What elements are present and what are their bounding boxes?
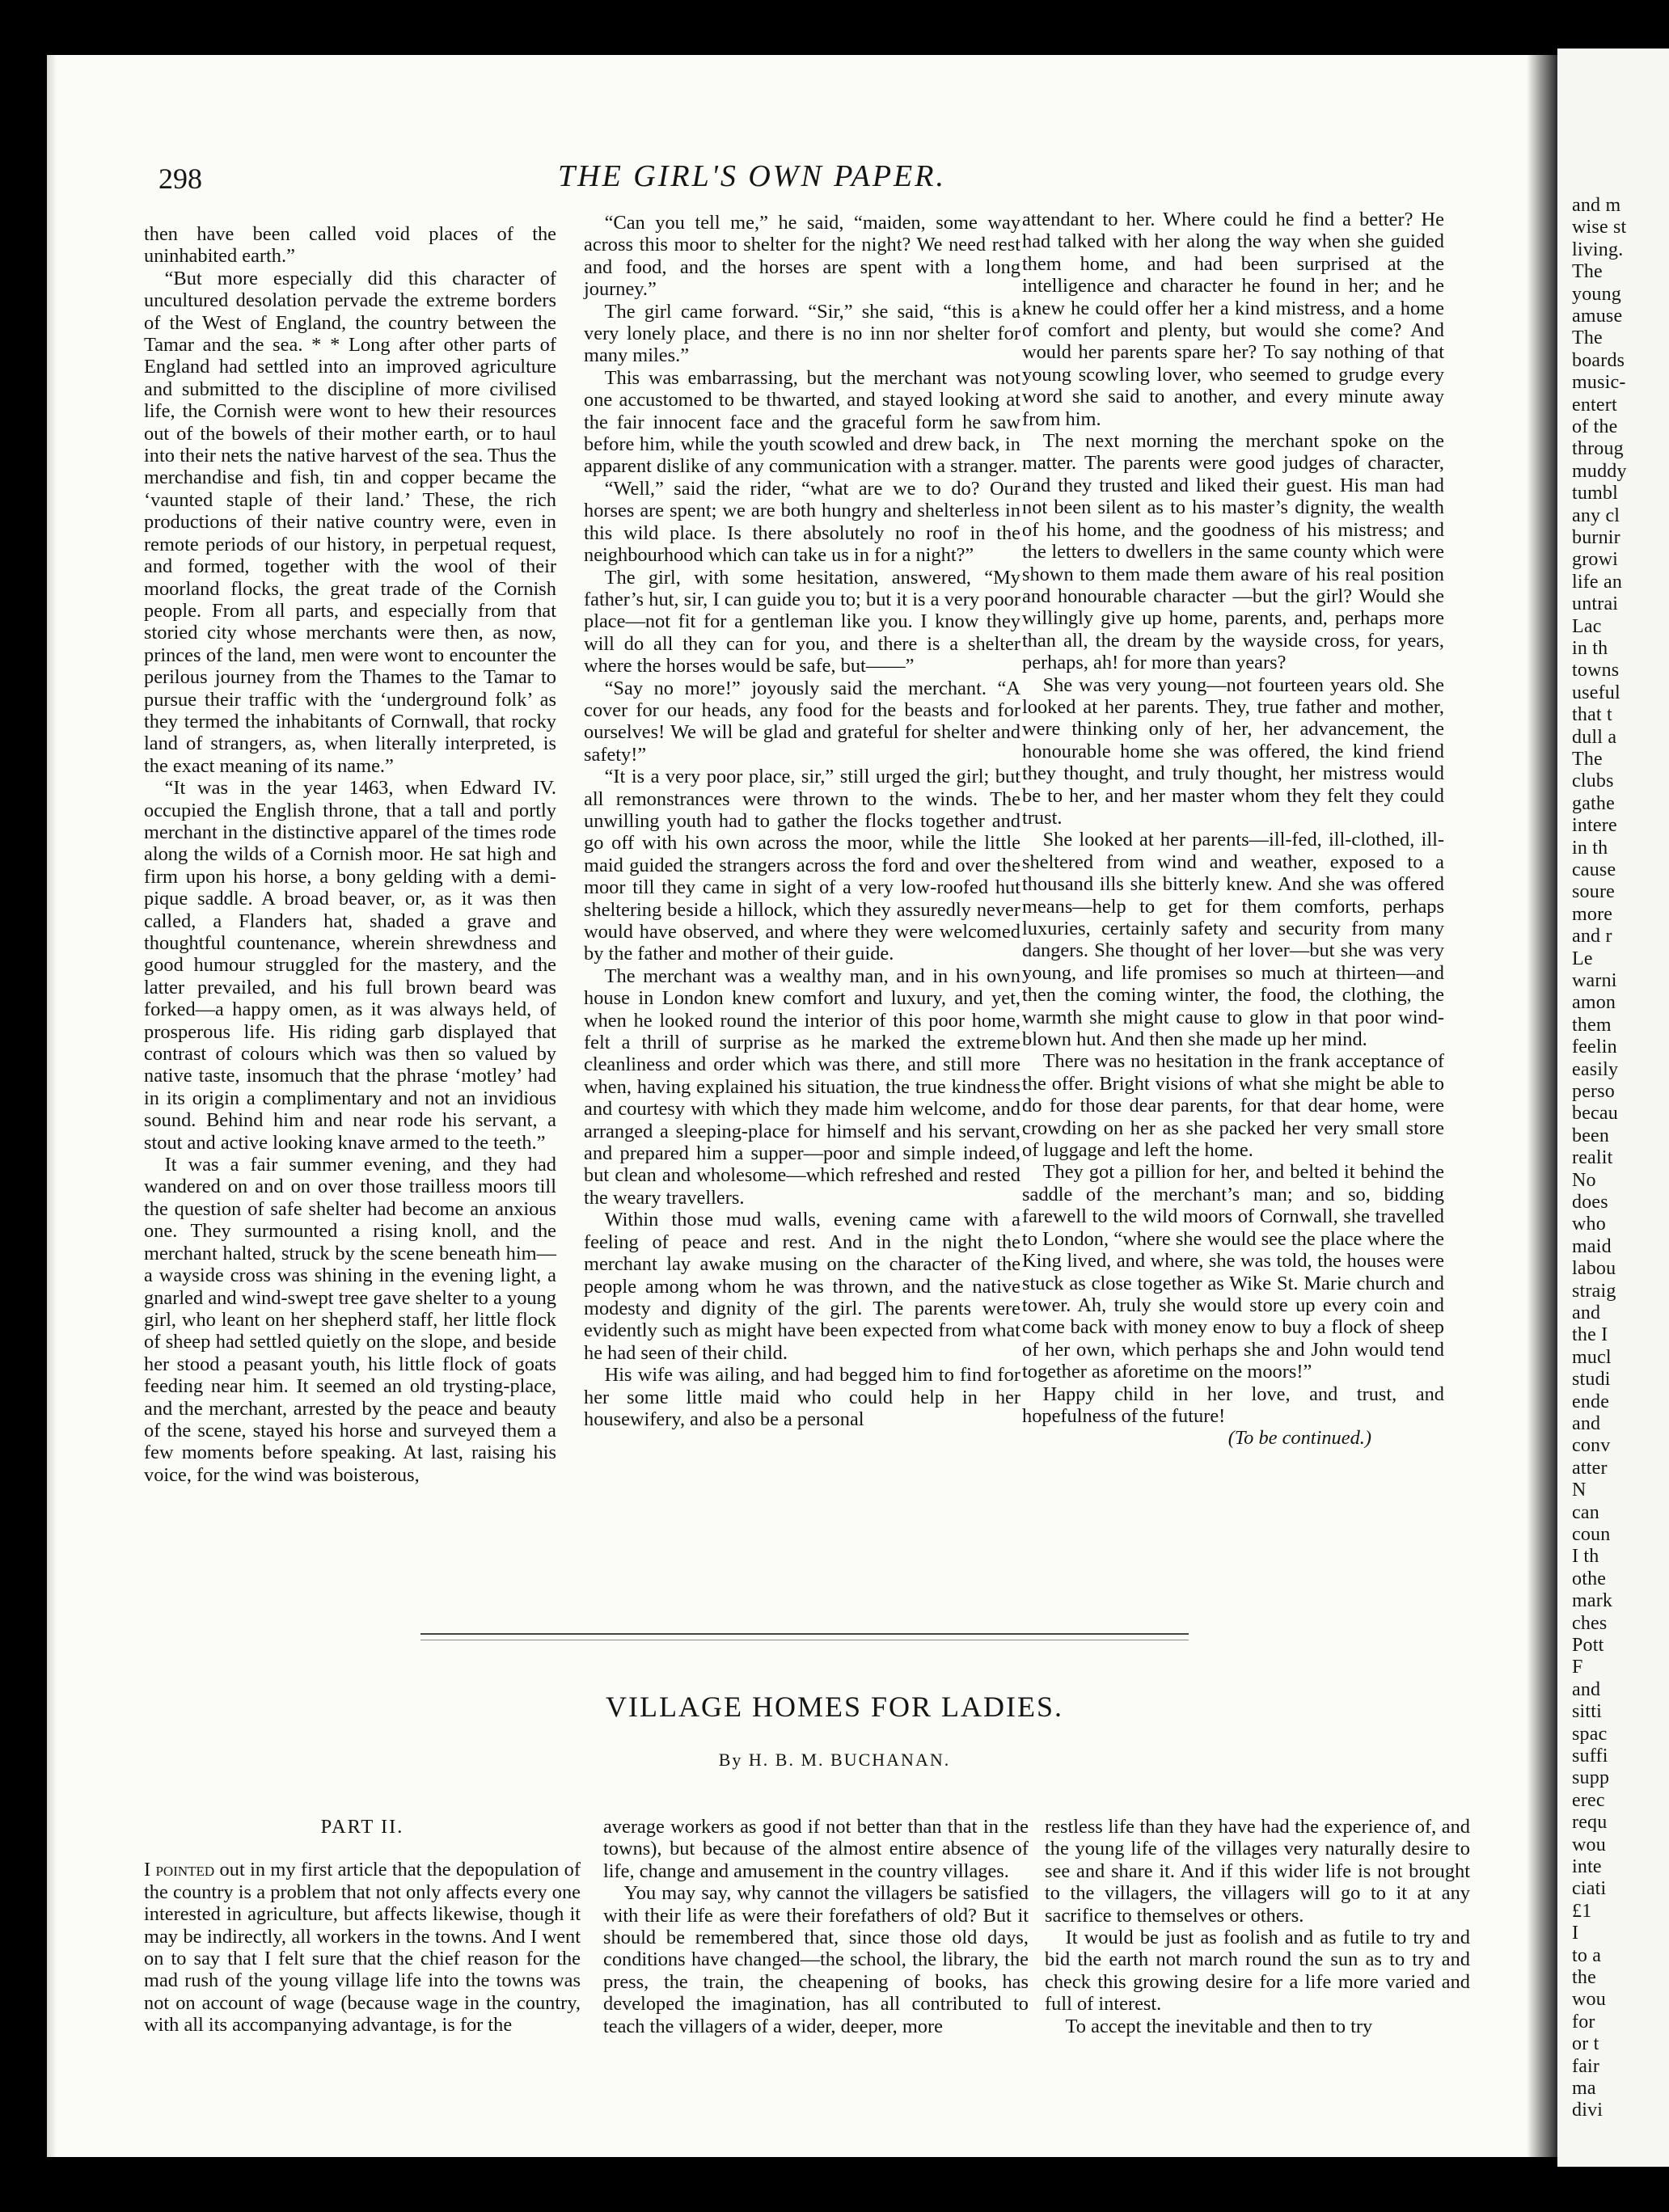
facing-page-line: Le xyxy=(1572,948,1593,969)
book-gutter xyxy=(1527,55,1557,2157)
facing-page-line: atter xyxy=(1572,1457,1608,1479)
page-header xyxy=(146,158,1456,199)
facing-page-line: clubs xyxy=(1572,770,1614,792)
paragraph: average workers as good if not better than that in the towns), but because of the almost entire absence of life, change and amusement in the country villages. xyxy=(603,1816,1029,1882)
facing-page-line: divi xyxy=(1572,2100,1604,2121)
paragraph-text: out in my first article that the depopulation of the country is a problem that not only affects every one interested in agriculture, but affects likewise, though it may be indirectly, all workers in the towns. And I went on to say that I felt sure that the chief reason for the mad rush of the young village life into the towns was not on account of wage (because wage in the country, with all its accompanying advantage, is for the xyxy=(144,1859,581,2037)
paragraph: then have been called void places of the uninhabited earth.” xyxy=(144,223,556,268)
facing-page-line: the xyxy=(1572,1967,1596,1988)
lead-in: I pointed xyxy=(144,1859,215,1881)
facing-page-line: labou xyxy=(1572,1258,1616,1280)
facing-page-line: ende xyxy=(1572,1391,1610,1412)
paragraph: “Say no more!” joyously said the merchant. “A cover for our heads, any food for the beasts and for ourselves! We will be glad and grateful for shelter and safety!” xyxy=(584,677,1020,766)
facing-page-line: untrai xyxy=(1572,593,1619,615)
article-column-3 xyxy=(1045,1816,1470,2037)
paragraph: The girl, with some hesitation, answered, “My father’s hut, sir, I can guide you to; but it is a very poor place—not fit for a gentleman like you. I know they will do all they can for you, and there is a shelter where the horses would be safe, but——” xyxy=(584,566,1020,678)
facing-page-line: music- xyxy=(1572,372,1626,394)
facing-page-line: can xyxy=(1572,1501,1599,1523)
facing-page-line: I xyxy=(1572,1923,1579,1944)
facing-page-line: the I xyxy=(1572,1324,1608,1346)
facing-page-line: throug xyxy=(1572,438,1624,460)
facing-page-line: soure xyxy=(1572,881,1615,903)
facing-page-line: No xyxy=(1572,1169,1596,1191)
facing-page-line: intere xyxy=(1572,815,1617,837)
running-title: THE GIRL'S OWN PAPER. xyxy=(558,159,946,193)
facing-page-line: perso xyxy=(1572,1081,1615,1102)
section-divider xyxy=(420,1633,1189,1640)
paragraph xyxy=(144,1859,581,2036)
article-column-2 xyxy=(603,1816,1029,2037)
facing-page-line: towns xyxy=(1572,660,1620,682)
facing-page-line: burnir xyxy=(1572,527,1620,548)
facing-page-line: of the xyxy=(1572,416,1618,437)
paragraph: The girl came forward. “Sir,” she said, “this is a very lonely place, and there is no inn nor shelter for many miles.” xyxy=(584,300,1020,367)
facing-page-line: The xyxy=(1572,749,1603,770)
facing-page-line: and r xyxy=(1572,926,1612,948)
paragraph: attendant to her. Where could he find a better? He had talked with her along the way when she guided them home, and had been surprised at the intelligence and character he found in her; and he knew he could offer her a kind mistress, and a home of comfort and plenty, but would she come? And would her parents spare her? To say nothing of that young scowling lover, who seemed to grudge every word she said to another, and every minute away from him. xyxy=(1022,209,1444,430)
paragraph: To accept the inevitable and then to try xyxy=(1065,2015,1373,2037)
facing-page-line: straig xyxy=(1572,1280,1616,1302)
paragraph: Happy child in her love, and trust, and hopefulness of the future! xyxy=(1022,1382,1444,1427)
facing-page-line: amon xyxy=(1572,992,1616,1014)
facing-page-line: ma xyxy=(1572,2078,1596,2099)
facing-page-line: for xyxy=(1572,2011,1595,2033)
facing-page-line: useful xyxy=(1572,682,1620,703)
facing-page-line: to a xyxy=(1572,1944,1602,1966)
paragraph: The next morning the merchant spoke on the matter. The parents were good judges of character, and they trusted and liked their guest. His man had not been silent as to his master’s dignity, the wealth of his home, and the goodness of his mistress; and the letters to dwellers in the same county which were shown to them made them aware of his real position and honourable character —but the girl? Would she willingly give up home, parents, and, perhaps more than all, the dream by the wayside cross, for years, perhaps, ah! for more than years? xyxy=(1022,430,1444,674)
facing-page-line: easily xyxy=(1572,1058,1619,1080)
facing-page-line: wou xyxy=(1572,1989,1606,2011)
paragraph: You may say, why cannot the villagers be satisfied with their life as were their forefathers of old? But it should be remembered that, since those old days, conditions have changed—the school, the library, the press, the train, the cheapening of books, has developed the imagination, has all contributed to teach the villagers of a wider, deeper, more xyxy=(603,1882,1029,2037)
paragraph: “It is a very poor place, sir,” still urged the girl; but all remonstrances were thrown to the winds. The unwilling youth had to gather the flocks together and go off with his own across the moor, while the little maid guided the strangers across the ford and over the moor till they came in sight of a very low-roofed hut sheltering beside a hillock, which they assuredly never would have observed, and where they were welcomed by the father and mother of their guide. xyxy=(584,766,1020,965)
paragraph: His wife was ailing, and had begged him to find for her some little maid who could help in her housewifery, and also be a personal xyxy=(584,1364,1020,1430)
facing-page-line: and xyxy=(1572,1413,1601,1434)
facing-page-line: that t xyxy=(1572,704,1612,726)
paragraph: The merchant was a wealthy man, and in his own house in London knew comfort and luxury, and yet, when he looked round the interior of this poor home, felt a thrill of surprise as he marked the extreme cleanliness and order which was there, and still more when, having explained his situation, the true kindness and courtesy with which they made him welcome, and arranged a sleeping-place for himself and his servant, and prepared him a supper—poor and simple indeed, but clean and wholesome—which refreshed and rested the weary travellers. xyxy=(584,965,1020,1209)
facing-page-line: and xyxy=(1572,1678,1601,1700)
facing-page-line: The xyxy=(1572,327,1603,349)
facing-page-line: erec xyxy=(1572,1789,1605,1811)
facing-page-line: dull a xyxy=(1572,726,1617,748)
facing-page-line: requ xyxy=(1572,1812,1608,1834)
paragraph: She looked at her parents—ill-fed, ill-clothed, ill-sheltered from wind and weather, exposed to a thousand ills she bitterly knew. And she was offered means—help to get for them comforts, perhaps luxuries, certainly safety and security from many dangers. She thought of her lover—but she was very young, and life promises so much at thirteen—and then the coming winter, the food, the clothing, the warmth she might cause to glow in that poor wind-blown hut. And then she made up her mind. xyxy=(1022,829,1444,1051)
facing-page-line: N xyxy=(1572,1480,1587,1501)
facing-page-line: sitti xyxy=(1572,1701,1603,1723)
facing-page-line: cause xyxy=(1572,859,1616,880)
story-column-2 xyxy=(584,212,1020,1430)
facing-page-line: £1 xyxy=(1572,1900,1592,1922)
facing-page-line: I th xyxy=(1572,1546,1599,1568)
facing-page-line: F xyxy=(1572,1657,1583,1678)
facing-page-line: or t xyxy=(1572,2033,1599,2055)
paragraph: “Can you tell me,” he said, “maiden, some way across this moor to shelter for the night? We need rest and food, and the horses are spent with a long journey.” xyxy=(584,212,1020,301)
facing-page-line: in th xyxy=(1572,837,1608,859)
facing-page-line: maid xyxy=(1572,1235,1612,1257)
facing-page-line: feelin xyxy=(1572,1036,1617,1058)
paragraph: There was no hesitation in the frank acceptance of the offer. Bright visions of what she might be able to do for those dear parents, for that dear home, were crowding on her as she packed her very small store of luggage and left the home. xyxy=(1022,1050,1444,1162)
facing-page-line: growi xyxy=(1572,549,1618,571)
facing-page-line: conv xyxy=(1572,1435,1611,1457)
facing-page-line: coun xyxy=(1572,1524,1611,1545)
facing-page-line: who xyxy=(1572,1214,1606,1235)
facing-page-line: amuse xyxy=(1572,306,1623,327)
page-edge xyxy=(47,55,57,2157)
facing-page-line: inte xyxy=(1572,1856,1602,1877)
facing-page-line: them xyxy=(1572,1014,1612,1036)
part-heading: PART II. xyxy=(320,1816,404,1838)
facing-page-line: ches xyxy=(1572,1612,1608,1634)
facing-page-line: gathe xyxy=(1572,792,1615,814)
facing-page-fragment xyxy=(1557,49,1669,2167)
facing-page-line: mucl xyxy=(1572,1346,1612,1368)
facing-page-line: life an xyxy=(1572,571,1623,593)
facing-page-line: wise st xyxy=(1572,217,1627,239)
facing-page-line: muddy xyxy=(1572,460,1627,482)
paragraph: This was embarrassing, but the merchant was not one accustomed to be thwarted, and stayed looking at the fair innocent face and the graceful form he saw before him, while the youth scowled and drew back, in apparent dislike of any communication with a stranger. xyxy=(584,366,1020,478)
facing-page-line: young xyxy=(1572,283,1621,305)
facing-page-line: Lac xyxy=(1572,615,1602,637)
paragraph: “Well,” said the rider, “what are we to do? Our horses are spent; we are both hungry and shelterless in this wild place. Is there absolutely no roof in the neighbourhood which can take us in for a night?” xyxy=(584,477,1020,567)
page-number: 298 xyxy=(158,163,202,195)
facing-page-line: more xyxy=(1572,903,1613,925)
story-column-3 xyxy=(1022,209,1444,1450)
facing-page-line: becau xyxy=(1572,1103,1618,1125)
facing-page-line: Pott xyxy=(1572,1635,1604,1656)
facing-page-line: fair xyxy=(1572,2055,1600,2077)
facing-page-line: The xyxy=(1572,261,1603,283)
facing-page-line: mark xyxy=(1572,1590,1613,1612)
facing-page-line: spac xyxy=(1572,1723,1608,1745)
to-be-continued: (To be continued.) xyxy=(1227,1427,1371,1450)
article-title: VILLAGE HOMES FOR LADIES. xyxy=(606,1691,1063,1723)
facing-page-line: been xyxy=(1572,1125,1610,1146)
paragraph: It was a fair summer evening, and they had wandered on and on over those trailless moors till the question of safe shelter had become an anxious one. They surmounted a rising knoll, and the merchant halted, struck by the scene beneath him—a wayside cross was shining in the evening light, a gnarled and wind-swept tree gave shelter to a young girl, who leant on her shepherd staff, her little flock of sheep had settled quietly on the slope, and beside her stood a peasant youth, his little flock of goats feeding near him. It seemed an old trysting-place, and the merchant, arrested by the peace and beauty of the scene, stayed his horse and surveyed them a few moments before speaking. At last, raising his voice, for the wind was boisterous, xyxy=(144,1154,556,1486)
story-column-1 xyxy=(144,223,556,1486)
facing-page-line: entert xyxy=(1572,394,1617,416)
paragraph: restless life than they have had the experience of, and the young life of the villages very naturally desire to see and share it. And if this wider life is not brought to the villagers, the villagers will go to it at any sacrifice to themselves or others. xyxy=(1045,1816,1470,1927)
facing-page-line: warni xyxy=(1572,970,1617,991)
facing-page-line: ciati xyxy=(1572,1878,1607,1900)
facing-page-line: and m xyxy=(1572,195,1621,216)
facing-page-line: boards xyxy=(1572,349,1625,371)
facing-page-line: tumbl xyxy=(1572,483,1619,504)
facing-page-line: does xyxy=(1572,1192,1608,1213)
paragraph: They got a pillion for her, and belted it behind the saddle of the merchant’s man; and so, bidding farewell to the wild moors of Cornwall, she travelled to London, “where she would see the place where the King lived, and where, she was told, the houses were stuck as close together as Wike St. Marie church and tower. Ah, truly she would store up every coin and come back with money enow to buy a flock of sheep of her own, which perhaps she and John would tend together as aforetime on the moors!” xyxy=(1022,1161,1444,1383)
facing-page-line: supp xyxy=(1572,1767,1610,1789)
facing-page-line: in th xyxy=(1572,638,1608,659)
facing-page-line: wou xyxy=(1572,1834,1606,1855)
facing-page-line: suffi xyxy=(1572,1746,1608,1767)
facing-page-line: and xyxy=(1572,1302,1601,1323)
facing-page-line: othe xyxy=(1572,1568,1607,1589)
facing-page-line: studi xyxy=(1572,1369,1611,1391)
facing-page-line: living. xyxy=(1572,239,1624,260)
paragraph: Within those mud walls, evening came with a feeling of peace and rest. And in the night the merchant lay awake musing on the character of the people among whom he was thrown, and the native modesty and dignity of the girl. The parents were evidently such as might have been expected from what he had seen of their child. xyxy=(584,1209,1020,1364)
facing-page-line: any cl xyxy=(1572,504,1620,526)
paragraph: “It was in the year 1463, when Edward IV. occupied the English throne, that a tall and portly merchant in the distinctive apparel of the times rode along the wilds of a Cornish moor. He sat high and firm upon his horse, a bony gelding with a demi-pique saddle. A broad beaver, or, as it was then called, a Flanders hat, shaded a grave and thoughtful countenance, wherein shrewdness and good humour struggled for the mastery, and the latter prevailed, and his full brown beard was forked—a happy omen, as it was always held, of prosperous life. His riding garb displayed that contrast of colours which was then so valued by native taste, insomuch that the phrase ‘motley’ had in its origin a complimentary and not an invidious sound. Behind him and near rode his servant, a stout and active looking knave armed to the teeth.” xyxy=(144,777,556,1154)
facing-page-line: realit xyxy=(1572,1147,1613,1169)
article-column-1 xyxy=(144,1816,581,2037)
paragraph: She was very young—not fourteen years old. She looked at her parents. They, true father and mother, were thinking only of her, her advancement, the honourable home she was offered, the kind friend they thought, and truly thought, her mistress would be to her, and her master whom they felt they could trust. xyxy=(1022,673,1444,829)
paragraph: It would be just as foolish and as futile to try and bid the earth not march round the sun as to try and check this growing desire for a life more varied and full of interest. xyxy=(1045,1927,1470,2016)
paragraph: “But more especially did this character of uncultured desolation pervade the extreme borders of the West of England, the country between the Tamar and the sea. * * Long after other parts of England had settled into an improved agriculture and submitted to the discipline of more civilised life, the Cornish were wont to hew their resources out of the bowels of their mother earth, or to haul into their nets the native harvest of the sea. Thus the merchandise and fish, tin and copper became the ‘vaunted staple of their land.’ These, the rich productions of their native country were, even in remote periods of our history, in perpetual request, and formed, together with the wool of their moorland flocks, the great trade of the Cornish people. From all parts, and especially from that storied city whose merchants were then, as now, princes of the land, men were wont to encounter the perilous journey from the Thames to the Tamar to pursue their traffic with the ‘underground folk’ as they termed the inhabitants of Cornwall, that rocky land of strangers, as, when literally interpreted, is the exact meaning of its name.” xyxy=(144,267,556,777)
article-byline: By H. B. M. BUCHANAN. xyxy=(718,1750,951,1770)
